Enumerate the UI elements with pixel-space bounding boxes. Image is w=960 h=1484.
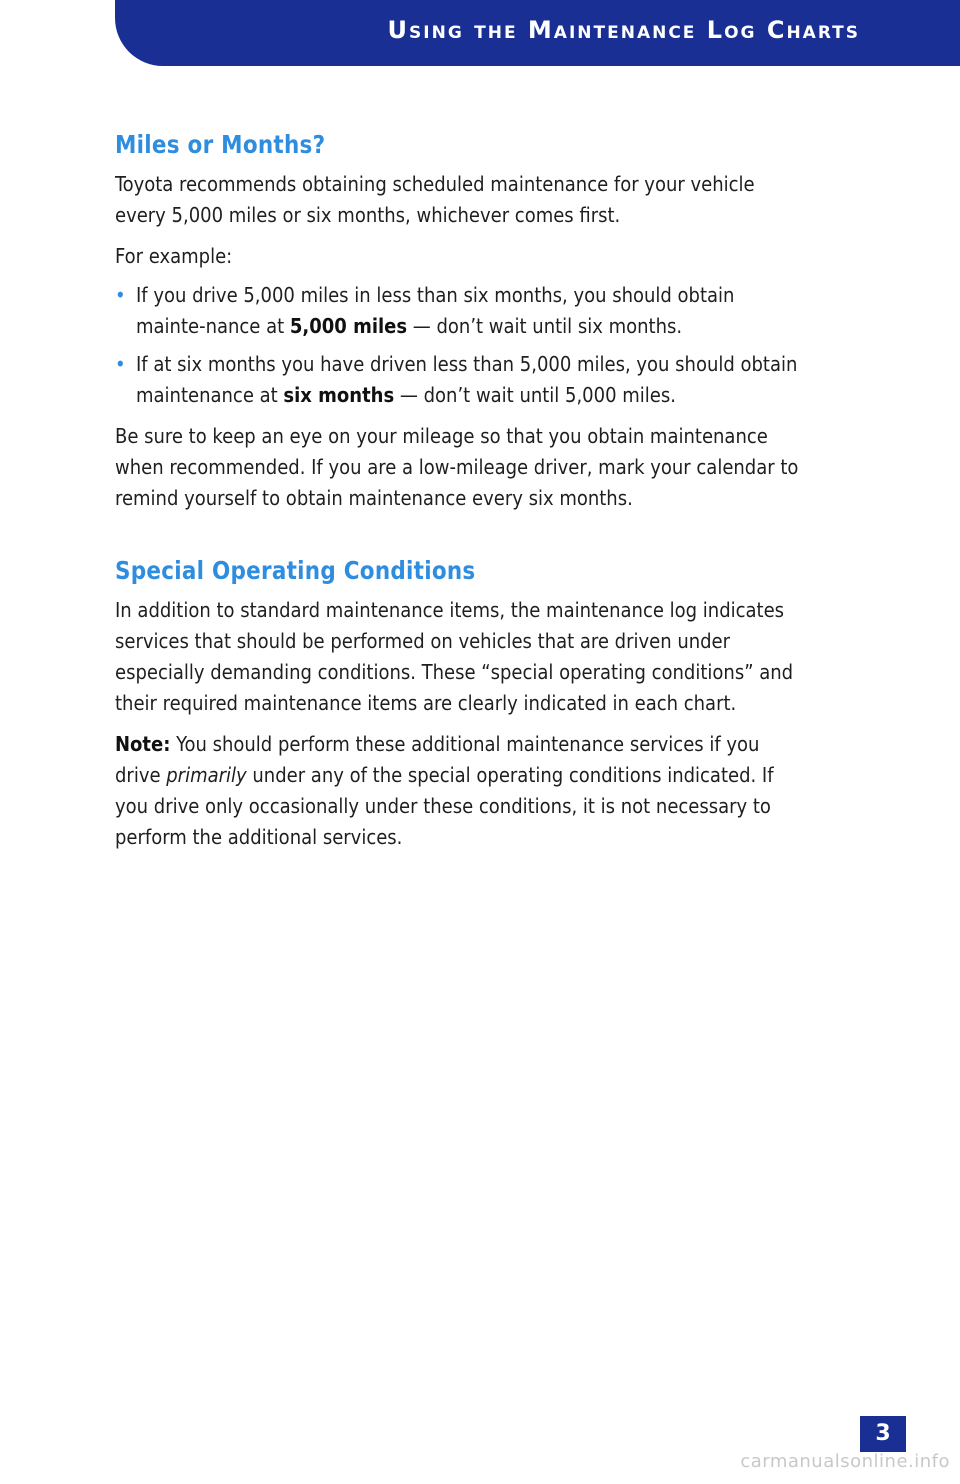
footer-watermark: carmanualsonline.info — [740, 1451, 950, 1472]
header-band — [115, 0, 960, 66]
page-header-title: Using the Maintenance Log Charts — [387, 16, 860, 44]
italic-emphasis: primarily — [166, 763, 247, 787]
section-title-miles-or-months: Miles or Months? — [115, 130, 326, 159]
list-item: • If at six months you have driven less than 5,000 miles, you should obtain maintenance at six months — don’t wait until 5,000 miles. — [115, 349, 805, 411]
bullet-icon: • — [115, 283, 126, 307]
section-title-special-operating-conditions: Special Operating Conditions — [115, 556, 476, 585]
list-item: • If you drive 5,000 miles in less than six months, you should obtain mainte-nance at 5,000 miles — don’t wait until six months. — [115, 280, 805, 342]
note-paragraph: Note: You should perform these additional maintenance services if you drive primarily under any of the special operating conditions indicated. If you drive only occasionally under these conditions, it is not necessary to perform the additional services. — [115, 732, 774, 849]
page-number-badge: 3 — [860, 1416, 906, 1452]
main-content — [115, 130, 805, 853]
bold-emphasis: six months — [283, 383, 395, 407]
example-bullet-list — [115, 280, 805, 411]
bold-emphasis: 5,000 miles — [289, 314, 408, 338]
bullet-icon: • — [115, 352, 126, 376]
intro-paragraph: Toyota recommends obtaining scheduled maintenance for your vehicle every 5,000 miles or six months, whichever comes first. — [115, 172, 755, 227]
closing-paragraph: Be sure to keep an eye on your mileage so that you obtain maintenance when recommended. If you are a low-mileage driver, mark your calendar to remind yourself to obtain maintenance every six months. — [115, 424, 799, 510]
special-conditions-paragraph: In addition to standard maintenance items, the maintenance log indicates services that should be performed on vehicles that are driven under especially demanding conditions. These “special operating conditions” and their required maintenance items are clearly indicated in each chart. — [115, 598, 794, 715]
example-label: For example: — [115, 244, 233, 268]
note-label: Note: — [115, 732, 171, 756]
